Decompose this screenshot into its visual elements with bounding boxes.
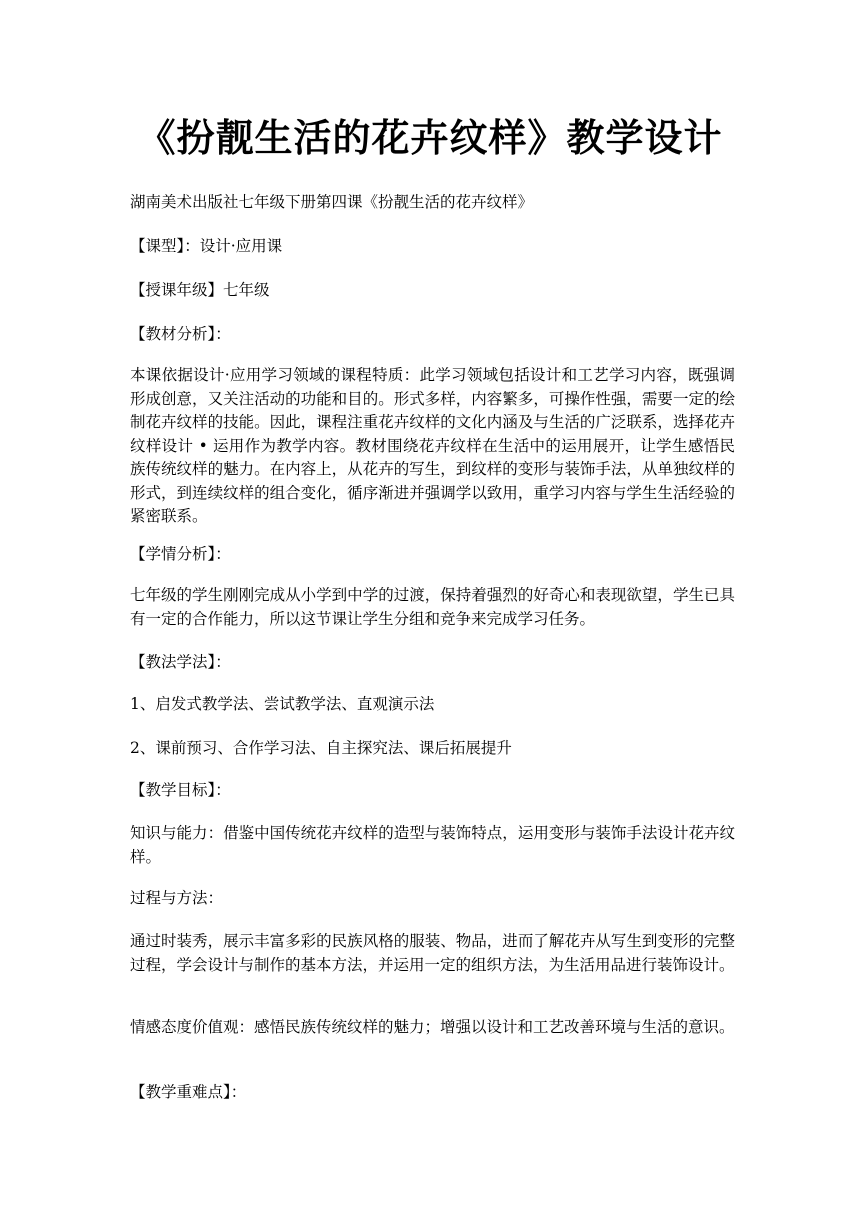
material-paragraph: 本课依据设计·应用学习领域的课程特质：此学习领域包括设计和工艺学习内容，既强调形成创意，又关注活动的功能和目的。形式多样，内容繁多，可操作性强，需要一定的绘制花卉纹样的技能。因此，课程注重花卉纹样的文化内涵及与生活的广泛联系，选择花卉纹样设计 • 运用作为教学内容。教材围绕花卉纹样在生活中的运用展开，让学生感悟民族传统纹样的魅力。在内容上，从花卉的写生，到纹样的变形与装饰手法，从单独纹样的形式，到连续纹样的组合变化，循序渐进并强调学以致用，重学习内容与学生生活经验的紧密联系。 <box>130 366 735 525</box>
goal-knowledge: 知识与能力：借鉴中国传统花卉纹样的造型与装饰特点，运用变形与装饰手法设计花卉纹样。 <box>130 824 735 866</box>
key-points-heading: 【教学重难点】： <box>130 1083 247 1101</box>
subtitle: 湖南美术出版社七年级下册第四课《扮靓生活的花卉纹样》 <box>130 193 534 211</box>
method-item-1: 1、启发式教学法、尝试教学法、直观演示法 <box>130 695 435 713</box>
student-paragraph: 七年级的学生刚刚完成从小学到中学的过渡，保持着强烈的好奇心和表现欲望，学生已具有一定的合作能力，所以这节课让学生分组和竞争来完成学习任务。 <box>130 586 735 628</box>
methods-heading: 【教法学法】： <box>130 653 231 671</box>
material-heading: 【教材分析】： <box>130 325 231 343</box>
goals-heading: 【教学目标】： <box>130 781 231 799</box>
method-item-2: 2、课前预习、合作学习法、自主探究法、课后拓展提升 <box>130 739 512 757</box>
grade: 【授课年级】七年级 <box>130 281 270 299</box>
lesson-type: 【课型】：设计·应用课 <box>130 237 283 255</box>
document-title: 《扮靓生活的花卉纹样》教学设计 <box>137 116 723 160</box>
student-heading: 【学情分析】： <box>130 545 231 563</box>
goal-process-heading: 过程与方法： <box>130 889 224 907</box>
goal-emotion: 情感态度价值观：感悟民族传统纹样的魅力；增强以设计和工艺改善环境与生活的意识。 <box>130 1018 735 1036</box>
goal-process-paragraph: 通过时装秀，展示丰富多彩的民族风格的服装、物品，进而了解花卉从写生到变形的完整过程，学会设计与制作的基本方法，并运用一定的组织方法，为生活用品进行装饰设计。 <box>130 932 735 974</box>
